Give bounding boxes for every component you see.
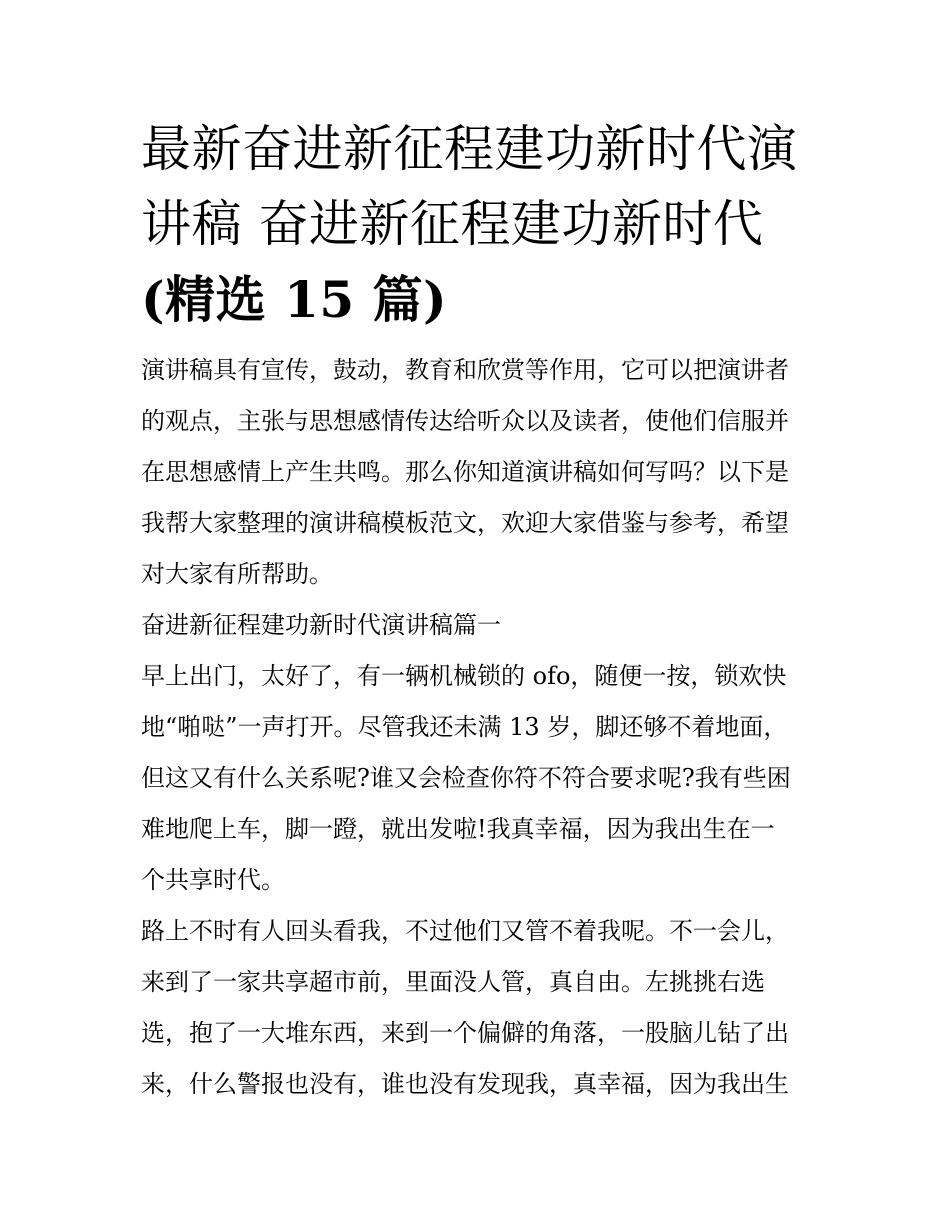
- paragraph-line: 个共享时代。: [141, 866, 285, 894]
- body-paragraph-1: [141, 651, 813, 906]
- paragraph-line: 早上出门，太好了，有一辆机械锁的 ofo，随便一按，锁欢快: [141, 662, 787, 690]
- intro-paragraph: [141, 345, 813, 600]
- paragraph-line: 来，什么警报也没有，谁也没有发现我，真幸福，因为我出生: [141, 1070, 789, 1098]
- paragraph-line: 难地爬上车，脚一蹬，就出发啦!我真幸福，因为我出生在一: [141, 815, 775, 843]
- body-paragraph-2: [141, 906, 813, 1110]
- paragraph-line: 我帮大家整理的演讲稿模板范文，欢迎大家借鉴与参考，希望: [141, 509, 789, 537]
- paragraph-line: 在思想感情上产生共鸣。那么你知道演讲稿如何写吗？以下是: [141, 458, 789, 486]
- document-title: [141, 112, 813, 337]
- paragraph-line: 路上不时有人回头看我，不过他们又管不着我呢。不一会儿，: [141, 917, 789, 945]
- title-line: 讲稿 奋进新征程建功新时代: [141, 195, 764, 253]
- title-line: (精选 15 篇): [141, 270, 448, 329]
- paragraph-line: 对大家有所帮助。: [141, 560, 333, 588]
- paragraph-line: 但这又有什么关系呢?谁又会检查你符不符合要求呢?我有些困: [141, 764, 791, 792]
- section-heading: 奋进新征程建功新时代演讲稿篇一: [141, 611, 501, 639]
- paragraph-line: 演讲稿具有宣传，鼓动，教育和欣赏等作用，它可以把演讲者: [141, 356, 789, 384]
- paragraph-line: 的观点，主张与思想感情传达给听众以及读者，使他们信服并: [141, 407, 789, 435]
- title-line: 最新奋进新征程建功新时代演: [141, 120, 798, 178]
- paragraph-line: 选，抱了一大堆东西，来到一个偏僻的角落，一股脑儿钻了出: [141, 1019, 789, 1047]
- paragraph-line: 地“啪哒”一声打开。尽管我还未满 13 岁，脚还够不着地面，: [141, 713, 788, 741]
- document-body: [141, 112, 813, 1110]
- paragraph-line: 来到了一家共享超市前，里面没人管，真自由。左挑挑右选: [141, 968, 765, 996]
